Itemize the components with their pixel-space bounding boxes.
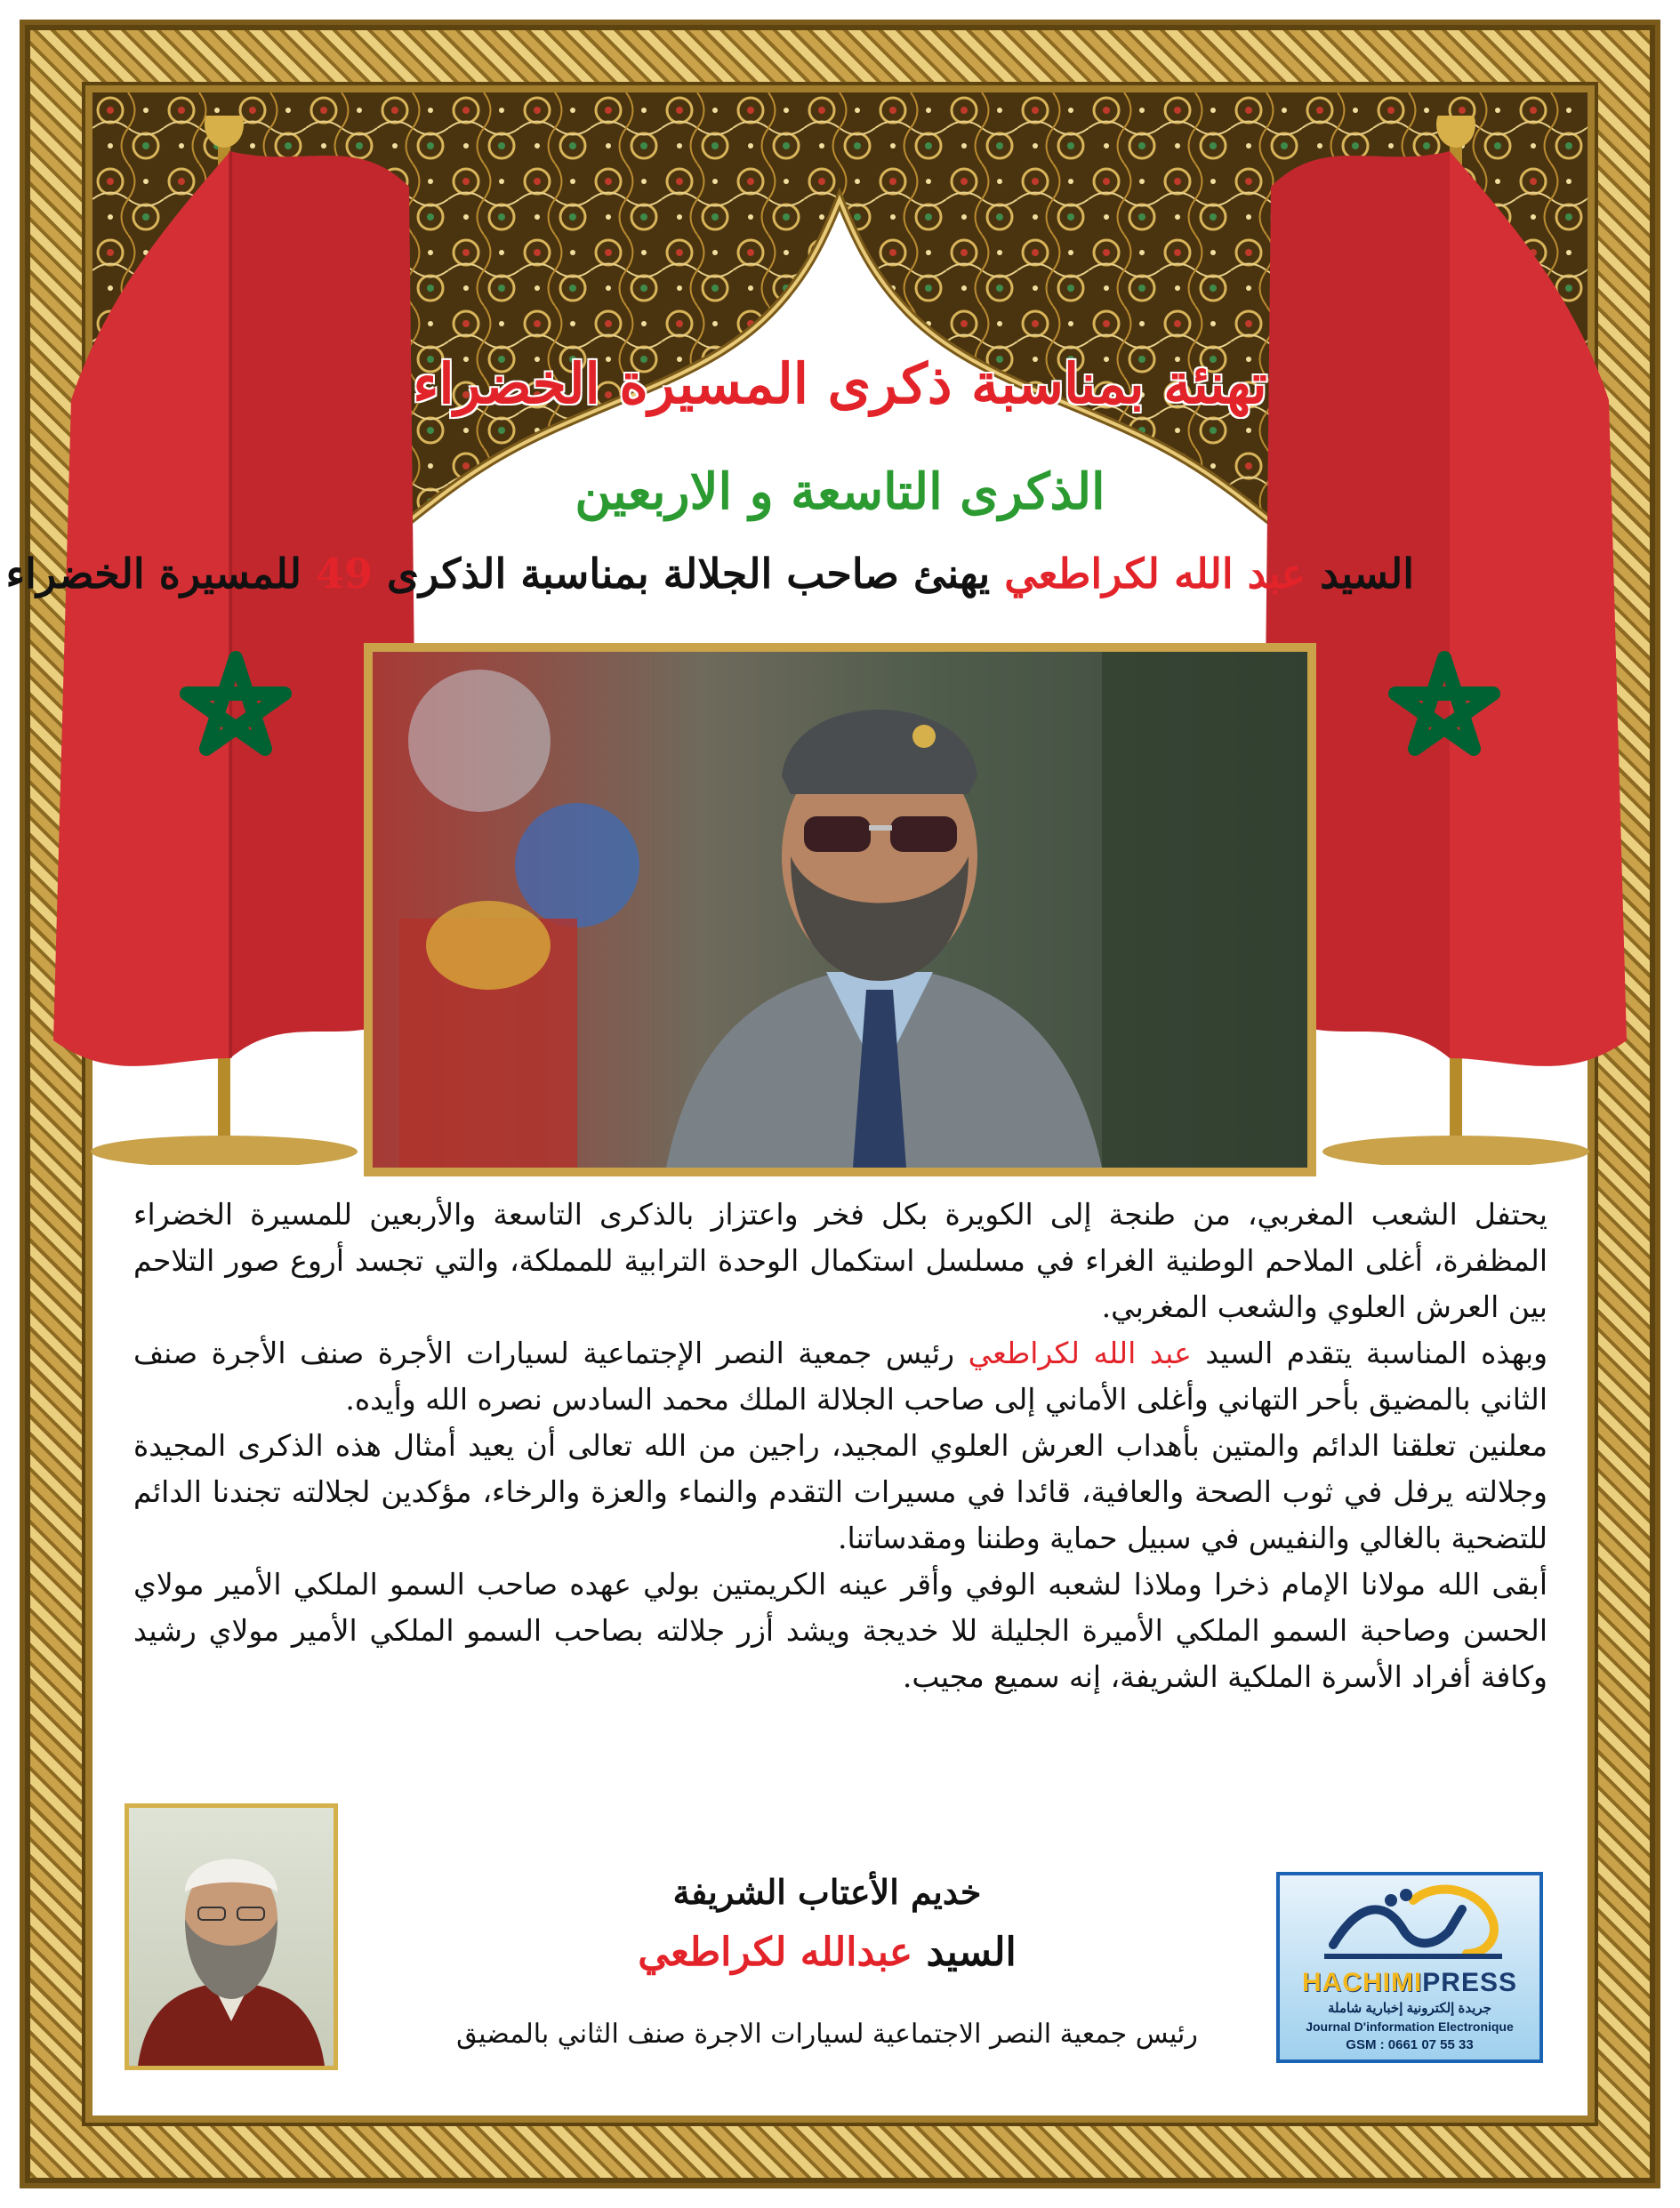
dedication-number: 49 [315,550,373,598]
logo-french-tagline: Journal D'information Electronique [1306,2019,1514,2034]
signatory-role: رئيس جمعية النصر الاجتماعية لسيارات الاجرة صنف الثاني بالمضيق [456,2019,1198,2050]
message-paragraph-3: معلنين تعلقنا الدائم والمتين بأهداب العرش العلوي المجيد، راجين من الله تعالى أن يعيد أمثال هذه الذكرى المجيدة وجلالته يرفل في ثوب الصحة والعافية، قائدا في مسيرات التقدم والنماء والعزة والرخاء، مؤكدين لجلالته تجندنا الدائم للتضحية بالغالي والنفيس في سبيل حماية وطننا ومقدساتنا. [133,1428,1547,1555]
signatory-photo [125,1803,338,2070]
signatory-name-line [498,1930,1156,1975]
signatory-name: عبدالله لكراطعي [638,1930,913,1975]
title-anniversary: الذكرى التاسعة و الاربعين [575,462,1105,521]
logo-arabic-tagline: جريدة إلكترونية إخبارية شاملة [1328,2001,1491,2016]
paragraph-2-name: عبد الله لكراطعي [968,1336,1192,1370]
dedication-prefix: السيد [1320,550,1414,598]
signatory-title: خديم الأعتاب الشريفة [672,1872,982,1912]
logo-brand-right: PRESS [1422,1968,1518,1997]
dedication-suffix: للمسيرة الخضراء [5,550,301,598]
title-congratulation: تهنئة بمناسبة ذكرى المسيرة الخضراء [413,351,1267,416]
dedication-middle: يهنئ صاحب الجلالة بمناسبة الذكرى [387,550,991,598]
hachimi-press-logo [1276,1872,1543,2063]
signatory-prefix: السيد [926,1930,1017,1975]
message-paragraph-1: يحتفل الشعب المغربي، من طنجة إلى الكويرة بكل فخر واعتزاز بالذكرى التاسعة والأربعين للمسيرة الخضراء المظفرة، أغلى الملاحم الوطنية الغراء في مسلسل استكمال الوحدة الترابية للمملكة، والتي تجسد أروع صور التلاحم بين العرش العلوي والشعب المغربي. [133,1197,1547,1324]
logo-brand-text [1280,1968,1539,1998]
paragraph-2-intro: وبهذه المناسبة يتقدم السيد [1205,1336,1548,1370]
logo-gsm: GSM : 0661 07 55 33 [1346,2037,1474,2052]
paragraph-2-rest: رئيس جمعية النصر الإجتماعية لسيارات الأجرة صنف الأجرة صنف الثاني بالمضيق بأحر التهاني وأغلى الأماني إلى صاحب الجلالة الملك محمد السادس نصره الله وأيده. [133,1336,1547,1417]
message-body [133,1192,1547,1700]
message-paragraph-4: أبقى الله مولانا الإمام ذخرا وملاذا لشعبه الوفي وأقر عينه الكريمتين بولي عهده صاحب السمو الملكي الأمير مولاي الحسن وصاحبة السمو الملكي الأميرة الجليلة للا خديجة ويشد أزر جلالته بصاحب السمو الملكي الأمير مولاي رشيد وكافة أفراد الأسرة الملكية الشريفة، إنه سميع مجيب. [133,1567,1547,1694]
logo-brand-left: HACHIMI [1301,1968,1423,1997]
logo-mark-icon [1306,1883,1520,1964]
message-paragraph-2 [133,1330,1547,1423]
title-dedication [5,550,1414,598]
king-portrait-photo [364,643,1316,1176]
dedication-name: عبد الله لكراطعي [1004,550,1306,598]
